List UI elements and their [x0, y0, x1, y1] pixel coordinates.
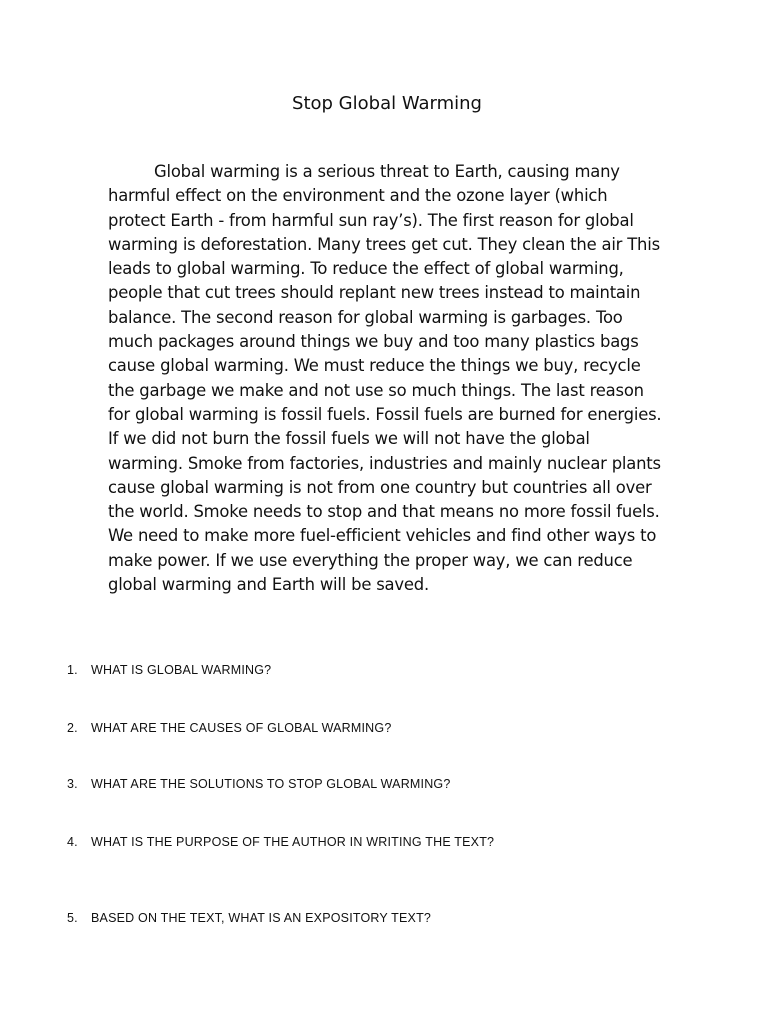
question-number: 5. [67, 911, 78, 925]
question-item-4 [67, 835, 494, 849]
question-item-1 [67, 663, 271, 677]
body-paragraph: Global warming is a serious threat to Earth, causing many harmful effect on the environment and the ozone layer (which protect Earth - from harmful sun ray’s). The first reason for global warming is deforestation. Many trees get cut. They clean the air This leads to global warming. To reduce the effect of global warming, people that cut trees should replant new trees instead to maintain balance. The second reason for global warming is garbages. Too much packages around things we buy and too many plastics bags cause global warming. We must reduce the things we buy, recycle the garbage we make and not use so much things. The last reason for global warming is fossil fuels. Fossil fuels are burned for energies. If we did not burn the fossil fuels we will not have the global warming. Smoke from factories, industries and mainly nuclear plants cause global warming is not from one country but countries all over the world. Smoke needs to stop and that means no more fossil fuels. We need to make more fuel-efficient vehicles and find other ways to make power. If we use everything the proper way, we can reduce global warming and Earth will be saved. [108, 162, 662, 595]
question-text: WHAT IS THE PURPOSE OF THE AUTHOR IN WRITING THE TEXT? [91, 835, 495, 849]
question-number: 3. [67, 777, 78, 791]
question-text: WHAT ARE THE CAUSES OF GLOBAL WARMING? [91, 721, 392, 735]
question-item-5 [67, 911, 431, 925]
question-number: 4. [67, 835, 78, 849]
question-item-2 [67, 721, 391, 735]
question-text: WHAT ARE THE SOLUTIONS TO STOP GLOBAL WARMING? [91, 777, 451, 791]
question-item-3 [67, 777, 451, 791]
question-number: 1. [67, 663, 78, 677]
question-number: 2. [67, 721, 78, 735]
document-title: Stop Global Warming [292, 93, 482, 114]
question-text: WHAT IS GLOBAL WARMING? [91, 663, 272, 677]
question-text: BASED ON THE TEXT, WHAT IS AN EXPOSITORY TEXT? [91, 911, 432, 925]
